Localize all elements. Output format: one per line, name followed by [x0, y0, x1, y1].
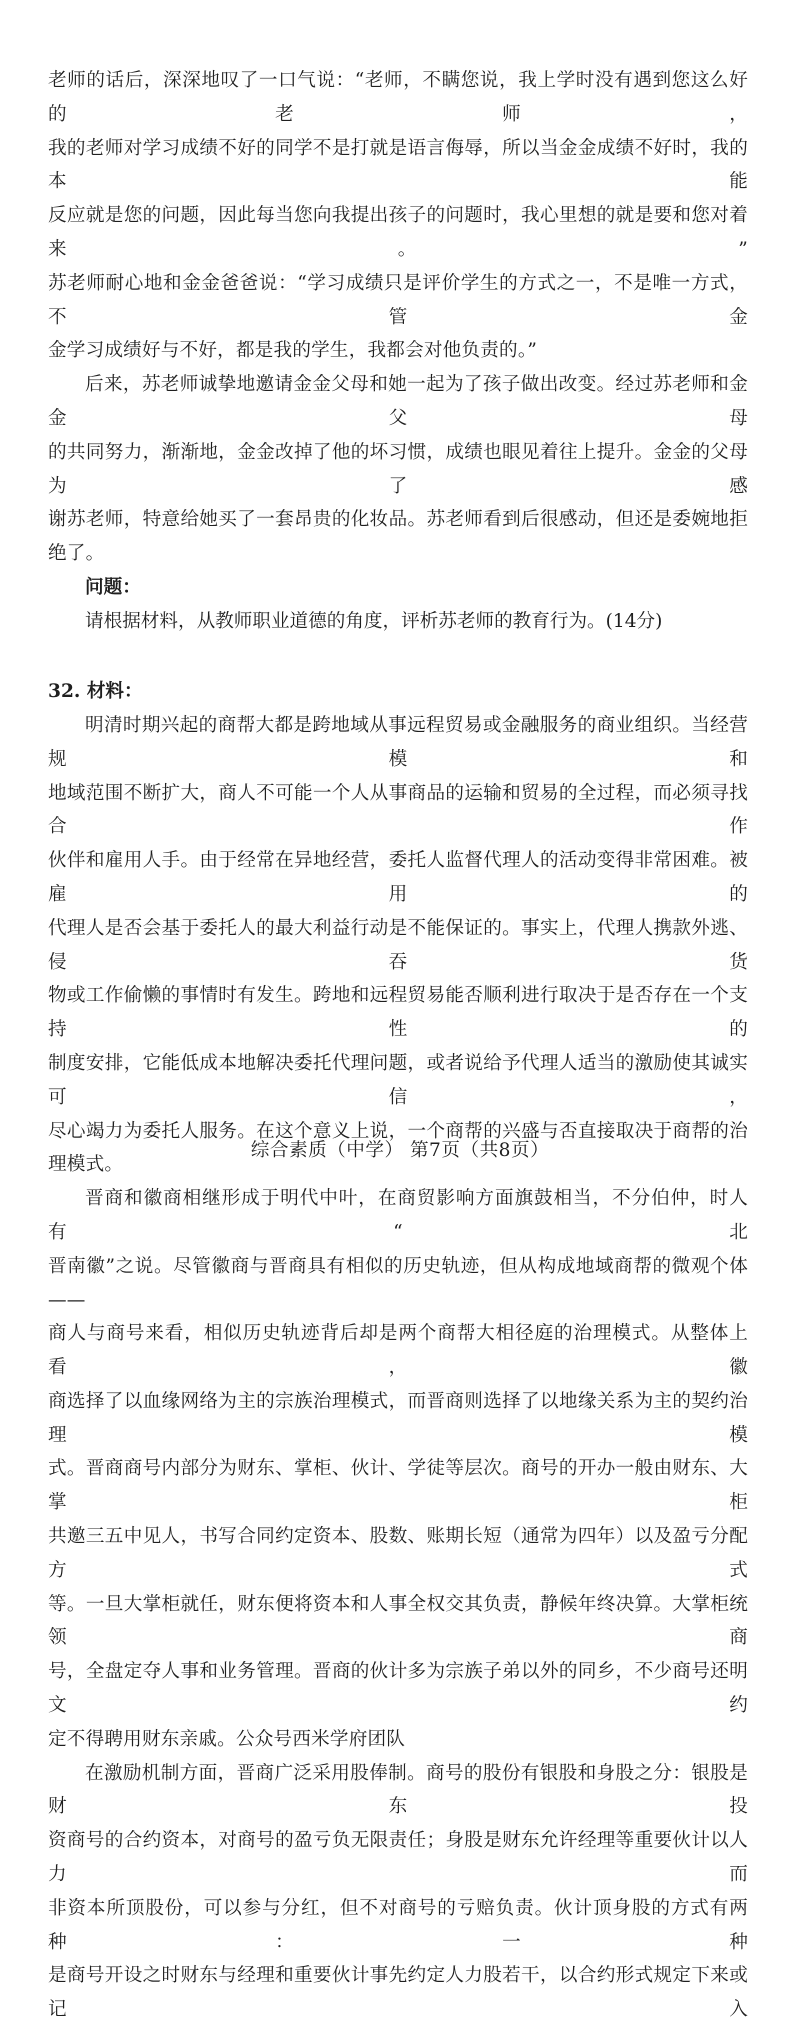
text-line: 共邀三五中见人，书写合同约定资本、股数、账期长短（通常为四年）以及盈亏分配方式 [48, 1526, 748, 1581]
text-line: 的共同努力，渐渐地，金金改掉了他的坏习惯，成绩也眼见着往上提升。金金的父母为了感 [48, 441, 748, 497]
material-32-paragraph-1 [48, 709, 748, 1182]
text-line: 是商号开设之时财东与经理和重要伙计事先约定人力股若干，以合约形式规定下来或记入 [48, 1965, 748, 2021]
text-line: 代理人是否会基于委托人的最大利益行动是不能保证的。事实上，代理人携款外逃、侵吞货 [48, 917, 748, 973]
text-line: 尽心竭力为委托人服务。在这个意义上说，一个商帮的兴盛与否直接取决于商帮的治理模式。 [48, 1120, 748, 1176]
material-32-paragraph-2 [48, 1182, 748, 1757]
text-line: 谢苏老师，特意给她买了一套昂贵的化妆品。苏老师看到后很感动，但还是委婉地拒绝了。 [48, 509, 748, 565]
text-line: 地域范围不断扩大，商人不可能一个人从事商品的运输和贸易的全过程，而必须寻找合作 [48, 782, 748, 838]
text-line: 晋南徽”之说。尽管徽商与晋商具有相似的历史轨迹，但从构成地域商帮的微观个体—— [48, 1255, 748, 1311]
question-31-prompt: 请根据材料，从教师职业道德的角度，评析苏老师的教育行为。(14分) [85, 610, 663, 632]
material-32-paragraph-3 [48, 1757, 748, 2027]
text-line: 制度安排，它能低成本地解决委托代理问题，或者说给予代理人适当的激励使其诚实可信， [48, 1052, 748, 1108]
material-31-continuation [48, 64, 748, 368]
text-line: 金学习成绩好与不好，都是我的学生，我都会对他负责的。” [48, 340, 538, 362]
text-line: 晋商和徽商相继形成于明代中叶，在商贸影响方面旗鼓相当，不分伯仲，时人有“北 [48, 1188, 748, 1243]
text-line: 式。晋商商号内部分为财东、掌柜、伙计、学徒等层次。商号的开办一般由财东、大掌柜 [48, 1458, 748, 1514]
text-line: 号，全盘定夺人事和业务管理。晋商的伙计多为宗族子弟以外的同乡，不少商号还明文约 [48, 1661, 748, 1717]
question-32-header: 32. 材料： [48, 680, 143, 702]
text-line: 伙伴和雇用人手。由于经常在异地经营，委托人监督代理人的活动变得非常困难。被雇用的 [48, 850, 748, 905]
material-31-later-paragraph [48, 368, 748, 571]
exam-page [48, 64, 748, 2021]
text-line: 明清时期兴起的商帮大都是跨地域从事远程贸易或金融服务的商业组织。当经营规模和 [48, 714, 748, 770]
question-31-label: 问题： [85, 576, 141, 598]
text-line: 商人与商号来看，相似历史轨迹背后却是两个商帮大相径庭的治理模式。从整体上看，徽 [48, 1323, 748, 1379]
text-line: 我的老师对学习成绩不好的同学不是打就是语言侮辱，所以当金金成绩不好时，我的本能 [48, 137, 748, 193]
page-footer: 综合素质（中学） 第7页（共8页） [250, 1140, 550, 1161]
text-line: 等。一旦大掌柜就任，财东便将资本和人事全权交其负责，静候年终决算。大掌柜统领商 [48, 1593, 748, 1649]
text-line: 物或工作偷懒的事情时有发生。跨地和远程贸易能否顺利进行取决于是否存在一个支持性的 [48, 985, 748, 1041]
text-line: 非资本所顶股份，可以参与分红，但不对商号的亏赔负责。伙计顶身股的方式有两种：一种 [48, 1897, 748, 1953]
text-line: 后来，苏老师诚挚地邀请金金父母和她一起为了孩子做出改变。经过苏老师和金金父母 [48, 374, 748, 429]
text-line: 反应就是您的问题，因此每当您向我提出孩子的问题时，我心里想的就是要和您对着来。” [48, 205, 748, 260]
text-line: 商选择了以血缘网络为主的宗族治理模式，而晋商则选择了以地缘关系为主的契约治理模 [48, 1390, 748, 1446]
text-line: 老师的话后，深深地叹了一口气说：“老师，不瞒您说，我上学时没有遇到您这么好的老师， [48, 70, 748, 125]
text-line: 苏老师耐心地和金金爸爸说：“学习成绩只是评价学生的方式之一，不是唯一方式，不管金 [48, 272, 748, 328]
text-line: 定不得聘用财东亲戚。公众号西米学府团队 [48, 1728, 406, 1750]
text-line: 资商号的合约资本，对商号的盈亏负无限责任；身股是财东允许经理等重要伙计以人力而 [48, 1830, 748, 1886]
text-line: 在激励机制方面，晋商广泛采用股俸制。商号的股份有银股和身股之分：银股是财东投 [48, 1762, 748, 1818]
